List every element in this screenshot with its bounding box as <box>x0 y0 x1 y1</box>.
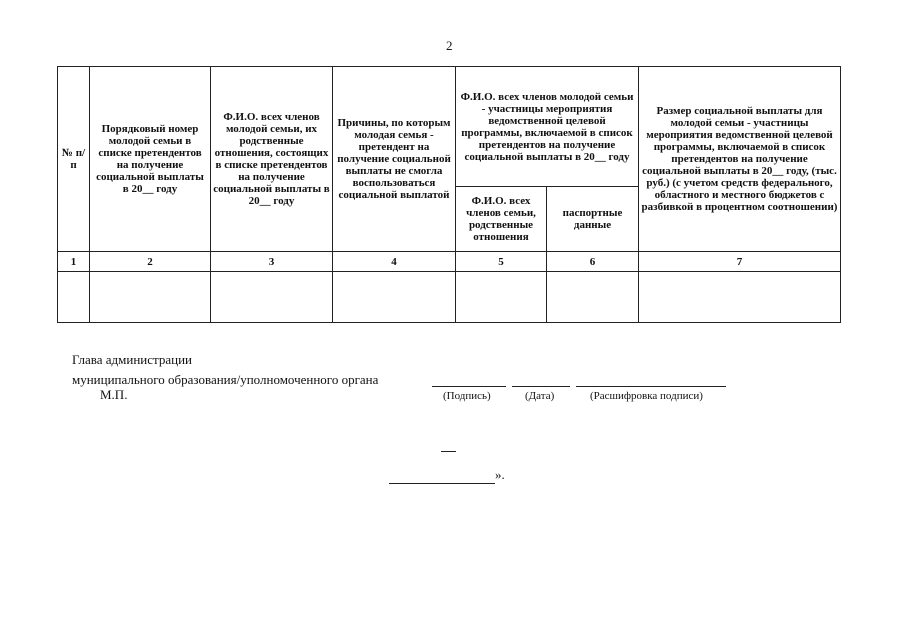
table-row <box>58 272 841 323</box>
families-table <box>57 66 841 323</box>
header-row <box>58 67 841 187</box>
table-cell <box>333 272 456 323</box>
signature-line <box>432 386 506 387</box>
header-cell-order: Порядковый номер молодой семьи в списке претендентов на получение социальной выплаты в 20__ году <box>90 67 211 252</box>
column-number: 1 <box>58 252 90 272</box>
table-cell <box>58 272 90 323</box>
table-cell <box>90 272 211 323</box>
decoding-caption: (Расшифровка подписи) <box>590 390 703 402</box>
column-number: 2 <box>90 252 211 272</box>
column-number: 4 <box>333 252 456 272</box>
closing-line <box>389 483 495 484</box>
decoding-line <box>576 386 726 387</box>
signature-title-line2: муниципального образования/уполномоченного органа <box>72 372 379 387</box>
table-cell <box>547 272 639 323</box>
column-number: 3 <box>211 252 333 272</box>
header-cell-family-members: Ф.И.О. всех членов семьи, родственные отношения <box>456 187 547 252</box>
table-cell <box>211 272 333 323</box>
page-number: 2 <box>446 38 453 53</box>
date-line <box>512 386 570 387</box>
header-cell-members: Ф.И.О. всех членов молодой семьи, их родственные отношения, состоящих в списке претендентов на получение социальной выплаты в 20__ году <box>211 67 333 252</box>
signature-title-line1: Глава администрации <box>72 352 193 367</box>
signature-caption: (Подпись) <box>443 390 491 402</box>
header-cell-reasons: Причины, по которым молодая семья - претендент на получение социальной выплаты не смогла воспользоваться социальной выплатой <box>333 67 456 252</box>
column-number: 6 <box>547 252 639 272</box>
stamp-label: М.П. <box>100 387 128 402</box>
date-caption: (Дата) <box>525 390 555 402</box>
table-cell <box>639 272 841 323</box>
closing-quote: ». <box>495 467 505 482</box>
column-numbers-row <box>58 252 841 272</box>
header-cell-amount: Размер социальной выплаты для молодой семьи - участницы мероприятия ведомственной целевой программы, включаемой в список претендентов на получение социальной выплаты в 20__ году, (тыс. руб.) (с учетом средств федерального, областного и местного бюджетов с разбивкой в процентном соотношении) <box>639 67 841 252</box>
column-number: 5 <box>456 252 547 272</box>
table-cell <box>456 272 547 323</box>
header-cell-passport: паспортные данные <box>547 187 639 252</box>
column-number: 7 <box>639 252 841 272</box>
header-cell-group: Ф.И.О. всех членов молодой семьи - участницы мероприятия ведомственной целевой программы, включаемой в список претендентов на получение социальной выплаты в 20__ году <box>456 67 639 187</box>
short-dash <box>441 451 456 452</box>
header-cell-number: № п/п <box>58 67 90 252</box>
